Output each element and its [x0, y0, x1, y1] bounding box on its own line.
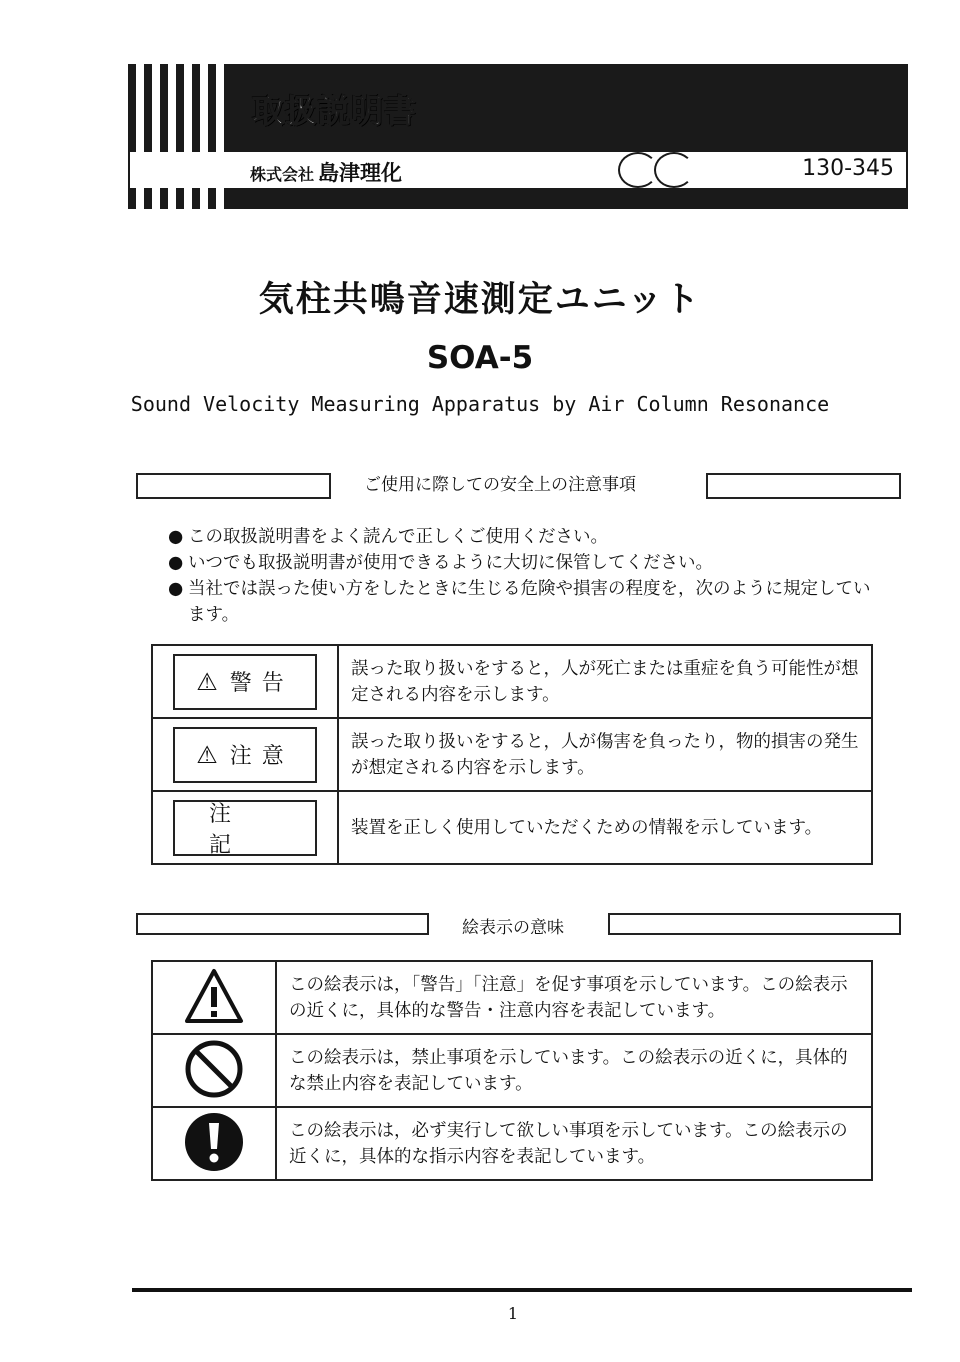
mandatory-symbol-description: この絵表示は，必ず実行して欲しい事項を示しています。この絵表示の近くに，具体的な指示内容を表記しています。: [276, 1107, 872, 1180]
document-type-title: 取扱説明書: [252, 92, 418, 130]
prohibition-symbol-description: この絵表示は，禁止事項を示しています。この絵表示の近くに，具体的な禁止内容を表記しています。: [276, 1034, 872, 1107]
header-middle-band: [128, 152, 908, 188]
company-prefix: 株式会社: [250, 165, 315, 184]
product-title-english: Sound Velocity Measuring Apparatus by Air Column Resonance: [130, 392, 830, 416]
product-model: SOA-5: [426, 340, 534, 376]
header-top-band: [128, 64, 908, 152]
mandatory-action-icon: [183, 1111, 245, 1173]
note-label-box: 注記: [173, 800, 317, 856]
bullet-mark: ●: [168, 579, 184, 599]
table-row: [152, 1034, 872, 1107]
company-name: [250, 157, 402, 187]
caution-description: 誤った取り扱いをすると，人が傷害を負ったり，物的損害の発生が想定される内容を示します。: [338, 718, 872, 791]
header-banner: [128, 64, 908, 209]
product-title-japanese: 気柱共鳴音速測定ユニット: [258, 280, 702, 320]
caution-label-box: ⚠ 注意: [173, 727, 317, 783]
table-row: [152, 961, 872, 1034]
list-item: ● いつでも取扱説明書が使用できるように大切に保管してください。: [168, 550, 878, 576]
header-bottom-stripes: [128, 188, 232, 209]
warning-triangle-icon: [183, 967, 245, 1025]
symbols-section-heading: 絵表示の意味: [462, 918, 564, 938]
note-description: 装置を正しく使用していただくための情報を示しています。: [338, 791, 872, 864]
header-arc-decoration: [618, 152, 658, 188]
footer-rule: [132, 1288, 912, 1292]
warning-description: 誤った取り扱いをすると，人が死亡または重症を負う可能性が想定される内容を示します。: [338, 645, 872, 718]
bullet-mark: ●: [168, 553, 184, 573]
company-name-text: 島津理化: [318, 161, 403, 185]
section-heading-bar-left: [136, 913, 429, 935]
table-row: [152, 645, 872, 718]
warning-triangle-icon: ⚠: [196, 667, 218, 696]
list-item: ● この取扱説明書をよく読んで正しくご使用ください。: [168, 524, 878, 550]
table-row: [152, 718, 872, 791]
header-stripes: [128, 64, 232, 152]
warning-triangle-icon: ⚠: [196, 740, 218, 769]
bullet-mark: ●: [168, 527, 184, 547]
safety-levels-table: [151, 644, 873, 865]
product-code: 130-345: [802, 156, 894, 181]
table-row: [152, 1107, 872, 1180]
warning-symbol-description: この絵表示は，「警告」「注意」を促す事項を示しています。この絵表示の近くに，具体的な警告・注意内容を表記しています。: [276, 961, 872, 1034]
prohibition-icon: [183, 1038, 245, 1100]
symbols-table: [151, 960, 873, 1181]
section-heading-bar-right: [608, 913, 901, 935]
warning-label-box: ⚠ 警告: [173, 654, 317, 710]
section-heading-bar-right: [706, 473, 901, 499]
table-row: [152, 791, 872, 864]
header-bottom-band: [128, 188, 908, 209]
safety-section-heading: ご使用に際しての安全上の注意事項: [364, 475, 636, 495]
section-heading-bar-left: [136, 473, 331, 499]
safety-bullet-list: [168, 524, 878, 628]
page-number: 1: [507, 1304, 519, 1323]
list-item: ● 当社では誤った使い方をしたときに生じる危険や損害の程度を，次のように規定しています。: [168, 576, 878, 628]
header-arc-decoration: [654, 152, 694, 188]
